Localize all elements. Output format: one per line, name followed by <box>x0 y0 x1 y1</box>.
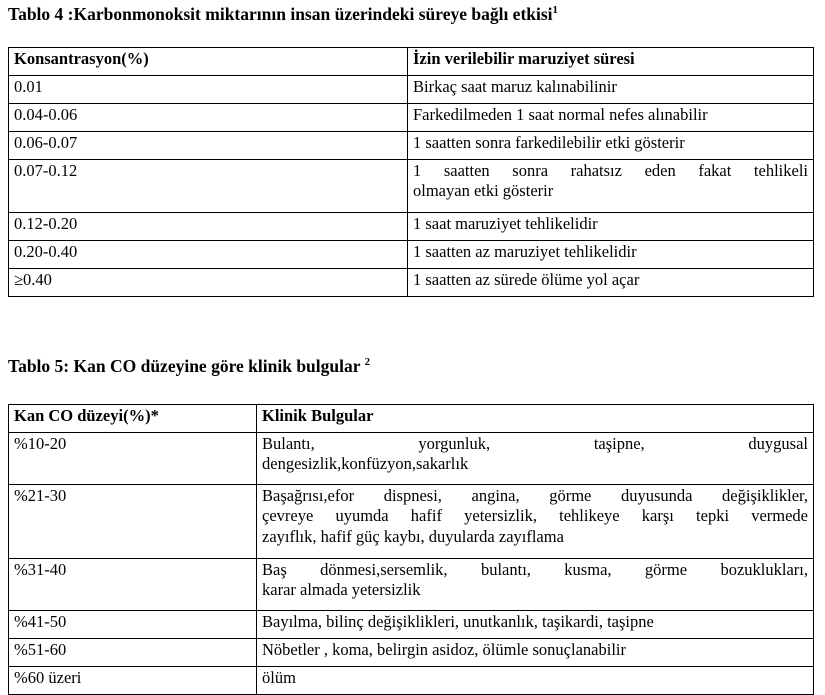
table-5-cell-level: %60 üzeri <box>9 667 257 695</box>
table-4-header-duration: İzin verilebilir maruziyet süresi <box>408 48 814 76</box>
table-4-cell-concentration: 0.06-0.07 <box>9 132 408 160</box>
table-5-caption-superscript: 2 <box>364 356 370 369</box>
table-4-cell-duration: 1 saatten az maruziyet tehlikelidir <box>408 241 814 269</box>
table-row <box>9 213 814 241</box>
table-5-cell-level: %41-50 <box>9 611 257 639</box>
table-row <box>9 667 814 695</box>
table-5-cell-findings: Başağrısı,efor dispnesi, angina, görme duyusunda değişiklikler, çevreye uyumda hafif yetersizlik, tehlikeye karşı tepki vermede zayıflık, hafif güç kaybı, duyularda zayıflama <box>257 485 814 559</box>
table-4-cell-duration: 1 saatten az sürede ölüme yol açar <box>408 269 814 297</box>
table-5-cell-level: %51-60 <box>9 639 257 667</box>
table-4-cell-duration: Birkaç saat maruz kalınabilinir <box>408 76 814 104</box>
table-5-header-findings: Klinik Bulgular <box>257 405 814 433</box>
table-row <box>9 104 814 132</box>
table-row <box>9 559 814 611</box>
table-4-cell-concentration: 0.04-0.06 <box>9 104 408 132</box>
table-4-cell-concentration: ≥0.40 <box>9 269 408 297</box>
table-row <box>9 160 814 213</box>
table-5-caption-text: Tablo 5: Kan CO düzeyine göre klinik bulgular <box>8 356 361 376</box>
table-5-caption <box>8 356 370 376</box>
table-4-caption-text: Tablo 4 :Karbonmonoksit miktarının insan üzerindeki süreye bağlı etkisi <box>8 4 553 24</box>
table-4-caption-superscript: 1 <box>552 4 558 17</box>
table-4-cell-duration: 1 saatten sonra farkedilebilir etki gösterir <box>408 132 814 160</box>
table-4-cell-duration: 1 saat maruziyet tehlikelidir <box>408 213 814 241</box>
table-4-cell-concentration: 0.12-0.20 <box>9 213 408 241</box>
table-row <box>9 639 814 667</box>
table-row <box>9 132 814 160</box>
table-5-header-row <box>9 405 814 433</box>
table-5 <box>8 404 814 695</box>
table-5-cell-findings: Nöbetler , koma, belirgin asidoz, ölümle sonuçlanabilir <box>257 639 814 667</box>
table-4-cell-concentration: 0.07-0.12 <box>9 160 408 213</box>
table-5-cell-level: %21-30 <box>9 485 257 559</box>
table-4-header-concentration: Konsantrasyon(%) <box>9 48 408 76</box>
table-5-cell-findings: Bulantı, yorgunluk, taşipne, duygusal dengesizlik,konfüzyon,sakarlık <box>257 433 814 485</box>
table-5-header-level: Kan CO düzeyi(%)* <box>9 405 257 433</box>
table-row <box>9 611 814 639</box>
table-row <box>9 433 814 485</box>
table-5-cell-findings: Baş dönmesi,sersemlik, bulantı, kusma, görme bozuklukları, karar almada yetersizlik <box>257 559 814 611</box>
table-4-cell-concentration: 0.20-0.40 <box>9 241 408 269</box>
table-4-cell-concentration: 0.01 <box>9 76 408 104</box>
table-4-cell-duration: 1 saatten sonra rahatsız eden fakat tehlikeli olmayan etki gösterir <box>408 160 814 213</box>
table-5-cell-findings: ölüm <box>257 667 814 695</box>
table-row <box>9 485 814 559</box>
table-row <box>9 269 814 297</box>
table-4-header-row <box>9 48 814 76</box>
table-5-cell-findings: Bayılma, bilinç değişiklikleri, unutkanlık, taşikardi, taşipne <box>257 611 814 639</box>
table-4-cell-duration: Farkedilmeden 1 saat normal nefes alınabilir <box>408 104 814 132</box>
table-4 <box>8 47 814 297</box>
table-row <box>9 76 814 104</box>
table-5-cell-level: %31-40 <box>9 559 257 611</box>
table-5-cell-level: %10-20 <box>9 433 257 485</box>
table-4-caption <box>8 4 558 24</box>
table-row <box>9 241 814 269</box>
